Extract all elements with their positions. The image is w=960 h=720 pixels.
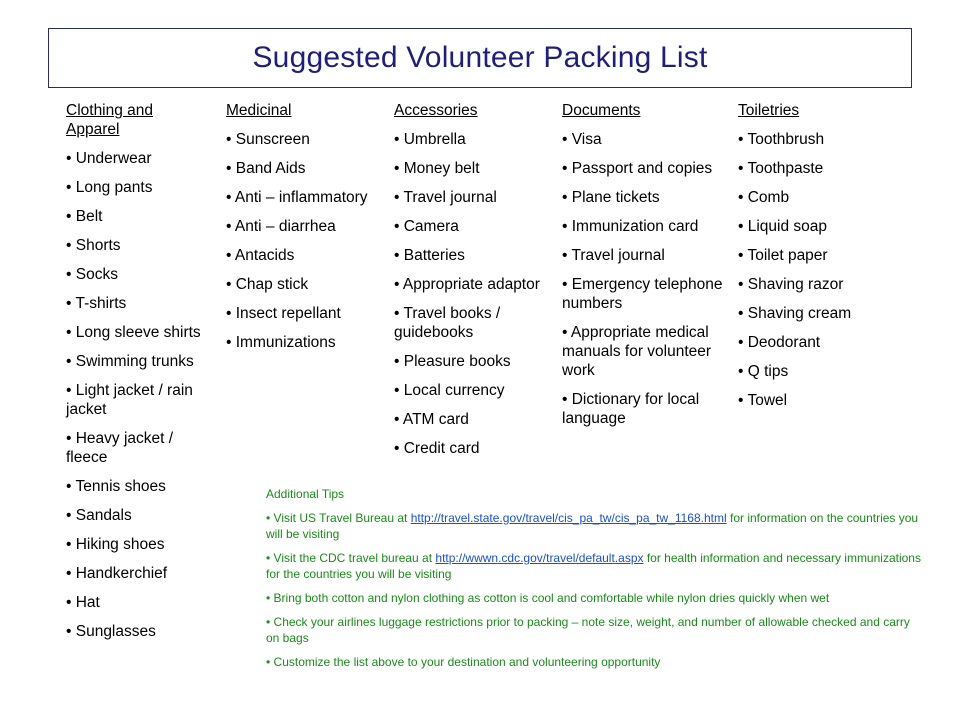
list-item-label: T-shirts (75, 295, 127, 312)
list-item (394, 352, 554, 371)
list-item (738, 362, 908, 381)
tip-link[interactable]: http://travel.state.gov/travel/cis_pa_tw/cis_pa_tw_1168.html (410, 511, 727, 525)
column-clothing (66, 101, 206, 651)
list-item (394, 217, 554, 236)
list-item (66, 352, 206, 371)
tip-item (266, 614, 926, 646)
additional-tips (266, 486, 926, 678)
list-item-label: Shorts (75, 237, 121, 254)
list-item-label: Appropriate adaptor (402, 276, 540, 293)
bullet-icon: • (226, 334, 236, 351)
list-item (66, 564, 206, 583)
bullet-icon: • (738, 363, 748, 380)
list-item-label: Tennis shoes (75, 478, 166, 495)
list-item-label: ATM card (402, 411, 469, 428)
list-item (394, 130, 554, 149)
bullet-icon: • (66, 208, 76, 225)
bullet-icon: • (66, 623, 76, 640)
list-item (66, 265, 206, 284)
bullet-icon: • (394, 131, 404, 148)
list-item-label: Heavy jacket / fleece (66, 430, 174, 466)
list-item (66, 535, 206, 554)
column-heading: Medicinal (226, 102, 292, 119)
list-item-label: Sandals (75, 507, 132, 524)
bullet-icon: • (66, 507, 76, 524)
tip-text-suffix: for information on the countries you will be visiting (266, 511, 919, 541)
list-item-label: Shaving razor (747, 276, 844, 293)
bullet-icon: • (394, 160, 404, 177)
tip-item (266, 510, 926, 542)
list-item-label: Deodorant (747, 334, 821, 351)
list-item-label: Hat (75, 594, 100, 611)
bullet-icon: • (66, 478, 76, 495)
list-item-label: Liquid soap (747, 218, 828, 235)
column-toiletries (738, 101, 908, 420)
list-item (394, 159, 554, 178)
list-item (394, 275, 554, 294)
bullet-icon: • (226, 160, 236, 177)
bullet-icon: • (66, 179, 76, 196)
list-item (738, 333, 908, 352)
list-item-label: Plane tickets (571, 189, 660, 206)
list-item (738, 275, 908, 294)
list-item-label: Towel (747, 392, 788, 409)
list-item (394, 246, 554, 265)
list-item (562, 246, 732, 265)
bullet-icon: • (394, 411, 403, 428)
list-item-label: Underwear (75, 150, 152, 167)
list-item (394, 439, 554, 458)
list-item (66, 236, 206, 255)
list-item (66, 506, 206, 525)
bullet-icon: • (562, 324, 571, 341)
column-heading: Documents (562, 102, 641, 119)
bullet-icon: • (394, 353, 404, 370)
bullet-icon: • (738, 334, 748, 351)
list-item (66, 477, 206, 496)
bullet-icon: • (738, 189, 748, 206)
bullet-icon: • (394, 247, 404, 264)
list-item-label: Immunization card (571, 218, 699, 235)
list-item-label: Insect repellant (235, 305, 341, 322)
list-item (226, 217, 386, 236)
list-item-label: Band Aids (235, 160, 306, 177)
bullet-icon: • (562, 391, 572, 408)
bullet-icon: • (394, 189, 404, 206)
list-item-label: Socks (75, 266, 118, 283)
bullet-icon: • (226, 218, 235, 235)
tip-item (266, 550, 926, 582)
list-item (66, 323, 206, 342)
list-item (738, 391, 908, 410)
bullet-icon: • (226, 276, 236, 293)
tips-heading: Additional Tips (266, 487, 345, 501)
list-item-label: Belt (75, 208, 103, 225)
bullet-icon: • (66, 430, 76, 447)
list-item-label: Travel books / guidebooks (394, 305, 501, 341)
list-item (562, 275, 732, 313)
tip-item (266, 590, 926, 606)
bullet-icon: • (226, 131, 236, 148)
bullet-icon: • (738, 305, 748, 322)
list-item (562, 159, 732, 178)
bullet-icon: • (738, 276, 748, 293)
bullet-icon: • (66, 266, 76, 283)
list-item-label: Sunglasses (75, 623, 156, 640)
bullet-icon: • (66, 565, 76, 582)
bullet-icon: • (562, 247, 572, 264)
list-item (226, 188, 386, 207)
list-item-label: Antacids (234, 247, 295, 264)
list-item-label: Hiking shoes (75, 536, 165, 553)
list-item (562, 130, 732, 149)
bullet-icon: • (394, 218, 404, 235)
bullet-icon: • (226, 247, 235, 264)
list-item (562, 390, 732, 428)
bullet-icon: • (738, 160, 748, 177)
bullet-icon: • (394, 305, 404, 322)
column-heading: Accessories (394, 102, 478, 119)
bullet-icon: • (66, 353, 76, 370)
list-item (66, 429, 206, 467)
tip-text: • Visit the CDC travel bureau at (266, 551, 436, 565)
bullet-icon: • (66, 594, 76, 611)
column-accessories (394, 101, 554, 468)
list-item (226, 159, 386, 178)
list-item-label: Long pants (75, 179, 153, 196)
list-item (738, 304, 908, 323)
list-item (738, 246, 908, 265)
bullet-icon: • (738, 392, 748, 409)
list-item (394, 381, 554, 400)
list-item-label: Emergency telephone numbers (562, 276, 723, 312)
bullet-icon: • (66, 324, 76, 341)
bullet-icon: • (66, 295, 76, 312)
list-item (226, 275, 386, 294)
list-item-label: Shaving cream (747, 305, 852, 322)
bullet-icon: • (738, 131, 748, 148)
column-documents (562, 101, 732, 438)
list-item-label: Travel journal (571, 247, 665, 264)
list-item (738, 217, 908, 236)
list-item-label: Long sleeve shirts (75, 324, 201, 341)
list-item-label: Travel journal (403, 189, 497, 206)
bullet-icon: • (562, 160, 572, 177)
column-heading: Toiletries (738, 102, 800, 119)
list-item-label: Toilet paper (747, 247, 828, 264)
list-item (66, 622, 206, 641)
list-item (226, 304, 386, 323)
list-item-label: Camera (403, 218, 459, 235)
list-item-label: Visa (571, 131, 602, 148)
bullet-icon: • (66, 237, 76, 254)
tip-text-suffix: for health information and necessary immunizations for the countries you will be visiting (266, 551, 921, 581)
bullet-icon: • (562, 276, 572, 293)
bullet-icon: • (66, 536, 76, 553)
bullet-icon: • (394, 382, 404, 399)
list-item (66, 207, 206, 226)
column-heading: Clothing and Apparel (66, 102, 154, 138)
page-title: Suggested Volunteer Packing List (252, 41, 708, 74)
list-item (66, 381, 206, 419)
list-item (738, 188, 908, 207)
list-item (738, 130, 908, 149)
tip-item (266, 654, 926, 670)
tip-text: • Check your airlines luggage restrictions prior to packing – note size, weight, and number of allowable checked and carry on bags (266, 615, 910, 645)
bullet-icon: • (66, 150, 76, 167)
list-item-label: Pleasure books (403, 353, 511, 370)
list-item-label: Batteries (403, 247, 465, 264)
bullet-icon: • (738, 218, 748, 235)
bullet-icon: • (394, 276, 403, 293)
list-item (394, 188, 554, 207)
list-item-label: Credit card (403, 440, 480, 457)
bullet-icon: • (226, 305, 236, 322)
list-item (226, 333, 386, 352)
list-item (66, 178, 206, 197)
list-item (394, 410, 554, 429)
list-item-label: Chap stick (235, 276, 309, 293)
tip-text: • Bring both cotton and nylon clothing as cotton is cool and comfortable while nylon dries quickly when wet (266, 591, 830, 605)
list-item-label: Passport and copies (571, 160, 713, 177)
list-item-label: Comb (747, 189, 790, 206)
list-item-label: Anti – diarrhea (234, 218, 336, 235)
list-item-label: Sunscreen (235, 131, 310, 148)
list-item-label: Appropriate medical manuals for volunteer work (562, 324, 712, 379)
list-item (226, 246, 386, 265)
list-item-label: Q tips (747, 363, 789, 380)
list-item-label: Anti – inflammatory (234, 189, 368, 206)
title-box (48, 28, 912, 88)
list-item-label: Toothpaste (747, 160, 824, 177)
bullet-icon: • (226, 189, 235, 206)
tip-link[interactable]: http://wwwn.cdc.gov/travel/default.aspx (435, 551, 644, 565)
list-item-label: Local currency (403, 382, 505, 399)
list-item-label: Toothbrush (747, 131, 825, 148)
list-item-label: Handkerchief (75, 565, 168, 582)
list-item (226, 130, 386, 149)
list-item-label: Umbrella (403, 131, 466, 148)
bullet-icon: • (562, 189, 572, 206)
list-item (562, 188, 732, 207)
bullet-icon: • (394, 440, 404, 457)
list-item-label: Dictionary for local language (562, 391, 700, 427)
list-item (66, 149, 206, 168)
bullet-icon: • (66, 382, 76, 399)
bullet-icon: • (562, 131, 572, 148)
list-item (66, 294, 206, 313)
list-item (562, 323, 732, 380)
tips-list (266, 510, 926, 670)
list-item-label: Money belt (403, 160, 480, 177)
bullet-icon: • (738, 247, 748, 264)
list-item-label: Swimming trunks (75, 353, 194, 370)
list-item (738, 159, 908, 178)
list-item (562, 217, 732, 236)
column-medicinal (226, 101, 386, 362)
list-item-label: Light jacket / rain jacket (66, 382, 193, 418)
bullet-icon: • (562, 218, 572, 235)
list-item (394, 304, 554, 342)
tip-text: • Visit US Travel Bureau at (266, 511, 411, 525)
list-item-label: Immunizations (235, 334, 336, 351)
tip-text: • Customize the list above to your destination and volunteering opportunity (266, 655, 661, 669)
list-item (66, 593, 206, 612)
